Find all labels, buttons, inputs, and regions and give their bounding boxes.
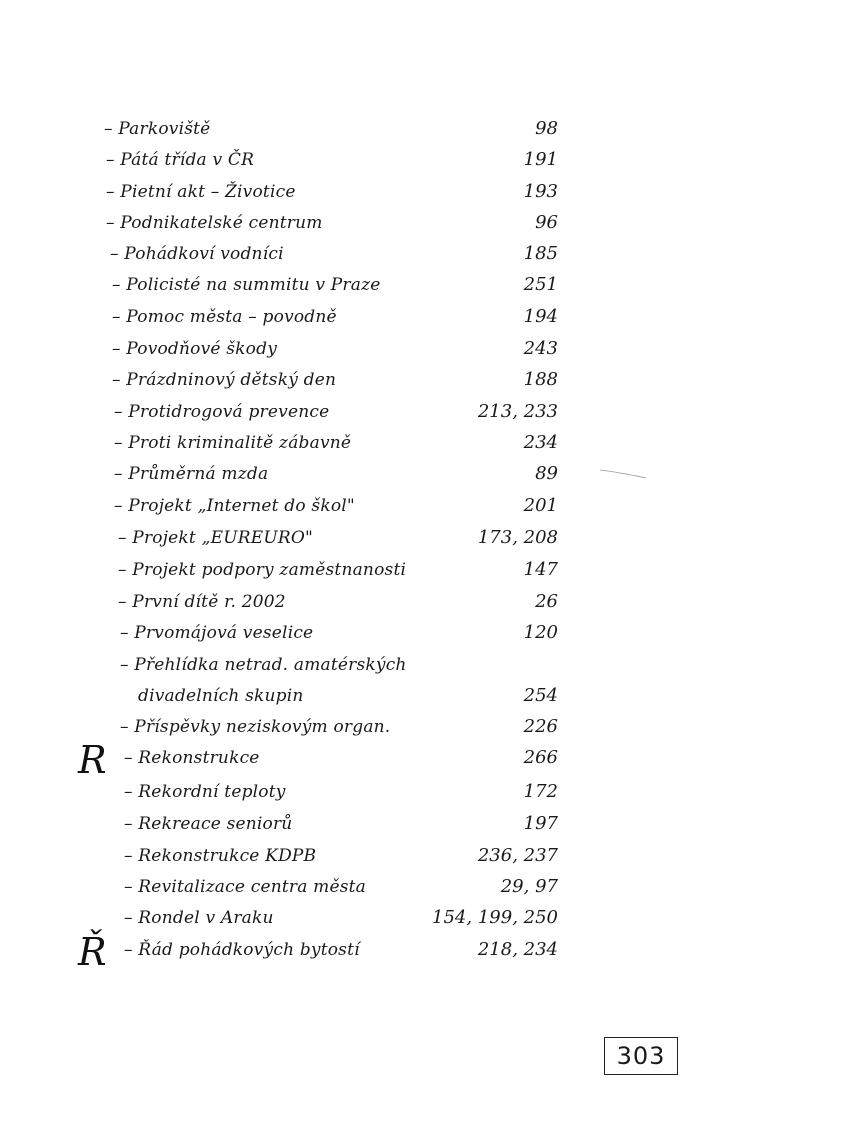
entry-label: – Policisté na summitu v Praze bbox=[112, 275, 381, 295]
entry-pages: 193 bbox=[523, 181, 558, 202]
entry-label: – Přehlídka netrad. amatérských bbox=[120, 655, 407, 675]
entry-pages: 213, 233 bbox=[477, 401, 558, 422]
index-entry-prispevky bbox=[0, 716, 843, 746]
entry-label: – Prvomájová veselice bbox=[120, 623, 314, 643]
entry-label: – Rekreace seniorů bbox=[124, 814, 293, 834]
entry-pages: 96 bbox=[535, 212, 558, 233]
index-entry-parkoviste bbox=[0, 118, 843, 148]
entry-label: – Průměrná mzda bbox=[114, 464, 269, 484]
entry-label: – Řád pohádkových bytostí bbox=[124, 940, 360, 960]
entry-label: – Pohádkoví vodníci bbox=[110, 244, 284, 264]
index-entry-prumerna-mzda bbox=[0, 463, 843, 493]
entry-pages: 173, 208 bbox=[477, 527, 558, 548]
entry-pages: 266 bbox=[523, 747, 558, 768]
entry-label: – Protidrogová prevence bbox=[114, 402, 330, 422]
index-entry-prvni-dite bbox=[0, 591, 843, 621]
entry-pages: 194 bbox=[523, 306, 558, 327]
entry-pages: 29, 97 bbox=[500, 876, 558, 897]
section-letter-rz: Ř bbox=[78, 930, 107, 974]
entry-pages: 254 bbox=[523, 685, 558, 706]
scan-mark bbox=[598, 466, 648, 480]
entry-label: – Pietní akt – Životice bbox=[106, 182, 296, 202]
index-entry-internet-do-skol bbox=[0, 495, 843, 525]
entry-label: – Příspěvky neziskovým organ. bbox=[120, 717, 391, 737]
entry-label: – Projekt „EUREURO" bbox=[118, 528, 314, 548]
entry-pages: 98 bbox=[535, 118, 558, 139]
index-entry-prehlidka bbox=[0, 654, 843, 684]
index-entry-eureuro bbox=[0, 527, 843, 557]
entry-label: – Rondel v Araku bbox=[124, 908, 274, 928]
entry-pages: 89 bbox=[535, 463, 558, 484]
section-letter-r: R bbox=[78, 738, 107, 782]
index-entry-rondel bbox=[0, 907, 843, 937]
index-entry-rad-pohadkovych-bytosti bbox=[0, 939, 843, 969]
index-entry-prvomajova-veselice bbox=[0, 622, 843, 652]
index-entry-policiste bbox=[0, 274, 843, 304]
entry-label: – Rekordní teploty bbox=[124, 782, 286, 802]
entry-label: – Proti kriminalitě zábavně bbox=[114, 433, 352, 453]
entry-label: – Projekt „Internet do škol" bbox=[114, 496, 355, 516]
index-entry-proti-kriminalite bbox=[0, 432, 843, 462]
entry-pages: 172 bbox=[523, 781, 558, 802]
entry-pages: 120 bbox=[523, 622, 558, 643]
entry-pages: 191 bbox=[523, 149, 558, 170]
index-entry-podpora-zamestnanosti bbox=[0, 559, 843, 589]
index-entry-rekordni-teploty bbox=[0, 781, 843, 811]
entry-pages: 154, 199, 250 bbox=[432, 907, 558, 928]
index-entry-pata-trida bbox=[0, 149, 843, 179]
index-entry-pohadkovi-vodnici bbox=[0, 243, 843, 273]
entry-label: – Pátá třída v ČR bbox=[106, 150, 255, 170]
entry-pages: 251 bbox=[523, 274, 558, 295]
index-entry-povodnove-skody bbox=[0, 338, 843, 368]
page-number: 303 bbox=[604, 1037, 678, 1075]
entry-label: – Rekonstrukce KDPB bbox=[124, 846, 317, 866]
index-entry-pomoc-mesta bbox=[0, 306, 843, 336]
entry-label: – Rekonstrukce bbox=[124, 748, 260, 768]
entry-pages: 185 bbox=[523, 243, 558, 264]
index-entry-prazdninovy-den bbox=[0, 369, 843, 399]
entry-pages: 243 bbox=[523, 338, 558, 359]
entry-pages: 201 bbox=[523, 495, 558, 516]
index-entry-prehlidka-cont bbox=[0, 685, 843, 715]
index-entry-rekonstrukce bbox=[0, 747, 843, 777]
entry-pages: 234 bbox=[523, 432, 558, 453]
index-entry-revitalizace bbox=[0, 876, 843, 906]
entry-label: – Prázdninový dětský den bbox=[112, 370, 337, 390]
entry-pages: 197 bbox=[523, 813, 558, 834]
entry-label: – Parkoviště bbox=[104, 119, 211, 139]
entry-label: – Projekt podpory zaměstnanosti bbox=[118, 560, 407, 580]
entry-pages: 147 bbox=[523, 559, 558, 580]
index-entry-protidrogova-prevence bbox=[0, 401, 843, 431]
entry-label: – První dítě r. 2002 bbox=[118, 592, 286, 612]
entry-label: divadelních skupin bbox=[138, 686, 304, 706]
entry-pages: 236, 237 bbox=[477, 845, 558, 866]
entry-pages: 226 bbox=[523, 716, 558, 737]
entry-label: – Revitalizace centra města bbox=[124, 877, 367, 897]
index-entry-rekonstrukce-kdpb bbox=[0, 845, 843, 875]
entry-pages: 188 bbox=[523, 369, 558, 390]
entry-label: – Povodňové škody bbox=[112, 339, 278, 359]
index-entry-rekreace-senioru bbox=[0, 813, 843, 843]
entry-pages: 218, 234 bbox=[477, 939, 558, 960]
entry-label: – Pomoc města – povodně bbox=[112, 307, 337, 327]
index-entry-podnikatelske-centrum bbox=[0, 212, 843, 242]
index-entry-pietni-akt bbox=[0, 181, 843, 211]
entry-pages: 26 bbox=[535, 591, 558, 612]
entry-label: – Podnikatelské centrum bbox=[106, 213, 323, 233]
